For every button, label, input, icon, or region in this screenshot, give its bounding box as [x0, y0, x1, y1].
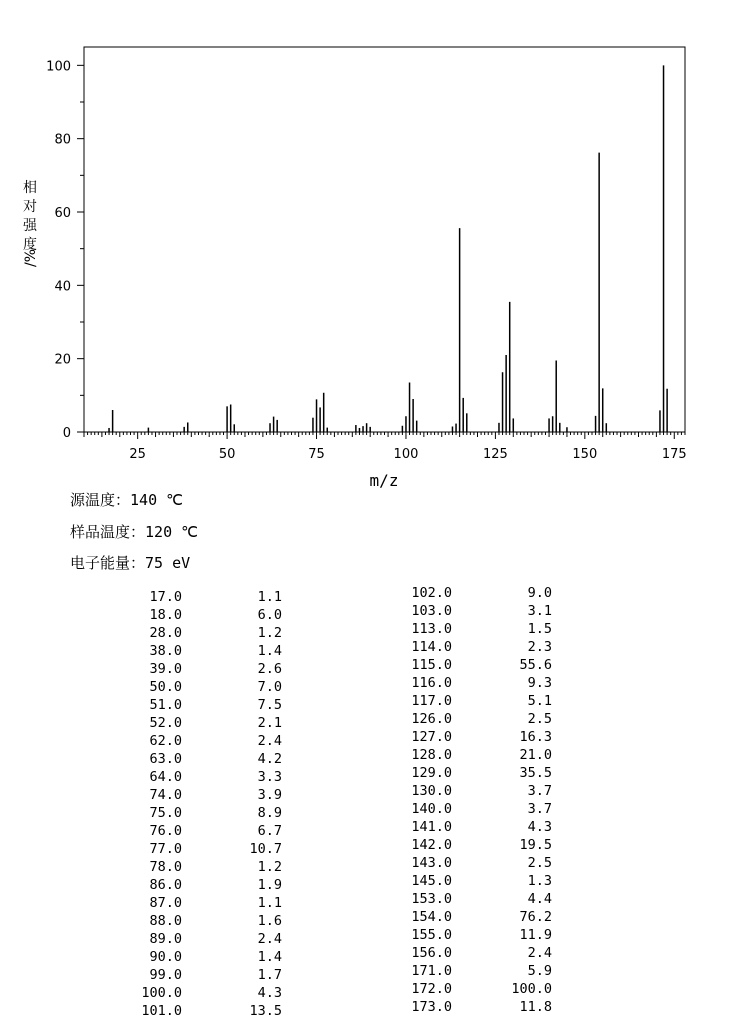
x-tick-label: 150 — [572, 447, 598, 462]
peak-mz: 50.0 — [149, 679, 182, 695]
source-temperature — [70, 489, 183, 510]
peak-row — [122, 714, 282, 732]
peak-row — [392, 584, 552, 602]
peak-row — [122, 696, 282, 714]
peak-row — [392, 746, 552, 764]
peak-mz: 102.0 — [411, 585, 452, 601]
peak-intensity: 2.6 — [257, 661, 282, 677]
peak-intensity: 2.1 — [257, 715, 282, 731]
y-tick-label: 20 — [54, 352, 71, 368]
peak-mz: 87.0 — [149, 895, 182, 911]
peak-row — [392, 692, 552, 710]
peak-row — [122, 804, 282, 822]
peak-mz: 28.0 — [149, 625, 182, 641]
peak-table-right — [392, 584, 552, 1016]
peak-mz: 154.0 — [411, 909, 452, 925]
peak-intensity: 2.4 — [527, 945, 552, 961]
peak-mz: 153.0 — [411, 891, 452, 907]
peak-row — [392, 764, 552, 782]
peak-mz: 17.0 — [149, 589, 182, 605]
peak-row — [122, 930, 282, 948]
peak-row — [392, 602, 552, 620]
peak-row — [392, 872, 552, 890]
peak-intensity: 2.5 — [527, 711, 552, 727]
peak-intensity: 9.3 — [527, 675, 552, 691]
peak-mz: 38.0 — [149, 643, 182, 659]
peak-row — [122, 948, 282, 966]
electron-energy — [70, 552, 190, 573]
y-tick-label: 80 — [54, 132, 71, 148]
peak-mz: 171.0 — [411, 963, 452, 979]
peak-intensity: 3.9 — [257, 787, 282, 803]
peak-mz: 140.0 — [411, 801, 452, 817]
peak-mz: 117.0 — [411, 693, 452, 709]
peak-mz: 130.0 — [411, 783, 452, 799]
peak-mz: 100.0 — [141, 985, 182, 1001]
peak-mz: 172.0 — [411, 981, 452, 997]
peak-row — [392, 656, 552, 674]
peak-row — [392, 638, 552, 656]
peak-intensity: 4.3 — [257, 985, 282, 1001]
peak-mz: 64.0 — [149, 769, 182, 785]
peak-intensity: 2.4 — [257, 931, 282, 947]
peak-intensity: 10.7 — [249, 841, 282, 857]
peak-intensity: 4.3 — [527, 819, 552, 835]
peak-intensity: 1.7 — [257, 967, 282, 983]
sample-temperature — [70, 521, 198, 542]
peak-intensity: 11.8 — [519, 999, 552, 1015]
peak-row — [392, 710, 552, 728]
y-axis-label: 相对强度 — [23, 180, 37, 253]
peak-row — [392, 728, 552, 746]
source-temperature-value: 140 ℃ — [130, 491, 183, 509]
peak-row — [122, 732, 282, 750]
peak-row — [392, 908, 552, 926]
peak-mz: 78.0 — [149, 859, 182, 875]
peak-intensity: 1.4 — [257, 643, 282, 659]
peak-row — [122, 858, 282, 876]
peak-mz: 116.0 — [411, 675, 452, 691]
peak-row — [122, 966, 282, 984]
peak-intensity: 9.0 — [527, 585, 552, 601]
peak-intensity: 4.2 — [257, 751, 282, 767]
peak-mz: 155.0 — [411, 927, 452, 943]
peak-row — [392, 998, 552, 1016]
peak-mz: 127.0 — [411, 729, 452, 745]
peak-row — [122, 1002, 282, 1020]
y-tick-label: 0 — [62, 426, 71, 441]
peak-intensity: 6.7 — [257, 823, 282, 839]
peak-intensity: 4.4 — [527, 891, 552, 907]
peak-row — [122, 624, 282, 642]
peak-mz: 89.0 — [149, 931, 182, 947]
peak-row — [392, 962, 552, 980]
peak-mz: 141.0 — [411, 819, 452, 835]
peak-mz: 129.0 — [411, 765, 452, 781]
y-tick-label: 60 — [54, 206, 71, 221]
peak-mz: 114.0 — [411, 639, 452, 655]
peak-intensity: 100.0 — [511, 981, 552, 997]
peak-intensity: 3.3 — [257, 769, 282, 785]
electron-energy-value: 75 eV — [145, 554, 191, 572]
x-axis-label: m/z — [369, 471, 399, 490]
x-tick-label: 50 — [218, 447, 236, 462]
peak-row — [122, 642, 282, 660]
peak-intensity: 6.0 — [257, 607, 282, 623]
sample-temperature-label: 样品温度： — [70, 523, 146, 541]
peak-intensity: 13.5 — [249, 1003, 282, 1019]
peak-mz: 76.0 — [149, 823, 182, 839]
peak-intensity: 2.4 — [257, 733, 282, 749]
peak-intensity: 19.5 — [519, 837, 552, 853]
peak-row — [122, 588, 282, 606]
peak-row — [122, 876, 282, 894]
sample-temperature-value: 120 ℃ — [145, 523, 198, 541]
peak-row — [122, 606, 282, 624]
peak-mz: 90.0 — [149, 949, 182, 965]
peak-row — [392, 854, 552, 872]
peak-intensity: 7.5 — [257, 697, 282, 713]
peak-row — [392, 926, 552, 944]
peak-intensity: 21.0 — [519, 747, 552, 763]
x-tick-label: 25 — [129, 447, 146, 462]
peak-intensity: 1.4 — [257, 949, 282, 965]
peak-intensity: 1.6 — [257, 913, 282, 929]
peak-mz: 39.0 — [149, 661, 182, 677]
source-temperature-label: 源温度： — [70, 491, 131, 509]
peak-row — [392, 620, 552, 638]
peak-mz: 75.0 — [149, 805, 182, 821]
peak-intensity: 1.9 — [257, 877, 282, 893]
peak-row — [122, 822, 282, 840]
peak-table-left — [122, 588, 282, 1020]
peak-intensity: 1.3 — [527, 873, 552, 889]
peak-mz: 74.0 — [149, 787, 182, 803]
peak-mz: 51.0 — [149, 697, 182, 713]
peak-intensity: 1.2 — [257, 859, 282, 875]
peak-row — [122, 786, 282, 804]
peak-mz: 86.0 — [149, 877, 182, 893]
peak-row — [392, 674, 552, 692]
plot-frame — [84, 47, 685, 432]
y-tick-label: 40 — [54, 279, 71, 295]
peak-row — [122, 984, 282, 1002]
peak-intensity: 3.7 — [527, 783, 552, 799]
peak-intensity: 76.2 — [519, 909, 552, 925]
peak-mz: 77.0 — [149, 841, 182, 857]
peak-intensity: 35.5 — [519, 765, 552, 781]
x-tick-label: 75 — [308, 447, 325, 462]
peak-row — [122, 678, 282, 696]
peak-row — [122, 660, 282, 678]
peak-intensity: 1.2 — [257, 625, 282, 641]
peak-mz: 115.0 — [411, 657, 452, 673]
peak-mz: 143.0 — [411, 855, 452, 871]
peak-intensity: 1.5 — [527, 621, 552, 637]
peak-row — [122, 768, 282, 786]
peak-intensity: 8.9 — [257, 805, 282, 821]
peak-intensity: 11.9 — [519, 927, 552, 943]
electron-energy-label: 电子能量： — [70, 554, 146, 572]
peak-mz: 99.0 — [149, 967, 182, 983]
peak-mz: 62.0 — [149, 733, 182, 749]
peak-row — [392, 890, 552, 908]
peak-mz: 113.0 — [411, 621, 452, 637]
peak-intensity: 1.1 — [257, 589, 282, 605]
peak-mz: 103.0 — [411, 603, 452, 619]
peak-intensity: 5.1 — [527, 693, 552, 709]
peak-intensity: 55.6 — [519, 657, 552, 673]
peak-intensity: 3.1 — [527, 603, 552, 619]
x-tick-label: 100 — [393, 447, 419, 462]
peak-row — [392, 818, 552, 836]
peak-row — [122, 840, 282, 858]
mass-spectrum-chart — [0, 0, 737, 500]
peak-row — [392, 980, 552, 998]
peak-row — [392, 944, 552, 962]
peak-intensity: 3.7 — [527, 801, 552, 817]
peak-mz: 128.0 — [411, 747, 452, 763]
peak-row — [122, 894, 282, 912]
x-tick-label: 175 — [661, 447, 687, 462]
peak-row — [122, 750, 282, 768]
peak-mz: 126.0 — [411, 711, 452, 727]
peak-intensity: 2.5 — [527, 855, 552, 871]
peak-mz: 173.0 — [411, 999, 452, 1015]
peak-mz: 88.0 — [149, 913, 182, 929]
peak-row — [392, 782, 552, 800]
peak-mz: 156.0 — [411, 945, 452, 961]
peak-row — [392, 836, 552, 854]
x-tick-label: 125 — [482, 447, 508, 462]
y-axis-unit: /% — [23, 248, 39, 268]
y-tick-label: 100 — [46, 59, 71, 75]
peak-mz: 101.0 — [141, 1003, 182, 1019]
peak-intensity: 2.3 — [527, 639, 552, 655]
peak-mz: 63.0 — [149, 751, 182, 767]
peak-row — [392, 800, 552, 818]
peak-mz: 145.0 — [411, 873, 452, 889]
peak-mz: 142.0 — [411, 837, 452, 853]
peak-intensity: 16.3 — [519, 729, 552, 745]
peak-intensity: 7.0 — [257, 679, 282, 695]
peak-mz: 52.0 — [149, 715, 182, 731]
peak-intensity: 5.9 — [527, 963, 552, 979]
peak-intensity: 1.1 — [257, 895, 282, 911]
peak-mz: 18.0 — [149, 607, 182, 623]
peak-row — [122, 912, 282, 930]
